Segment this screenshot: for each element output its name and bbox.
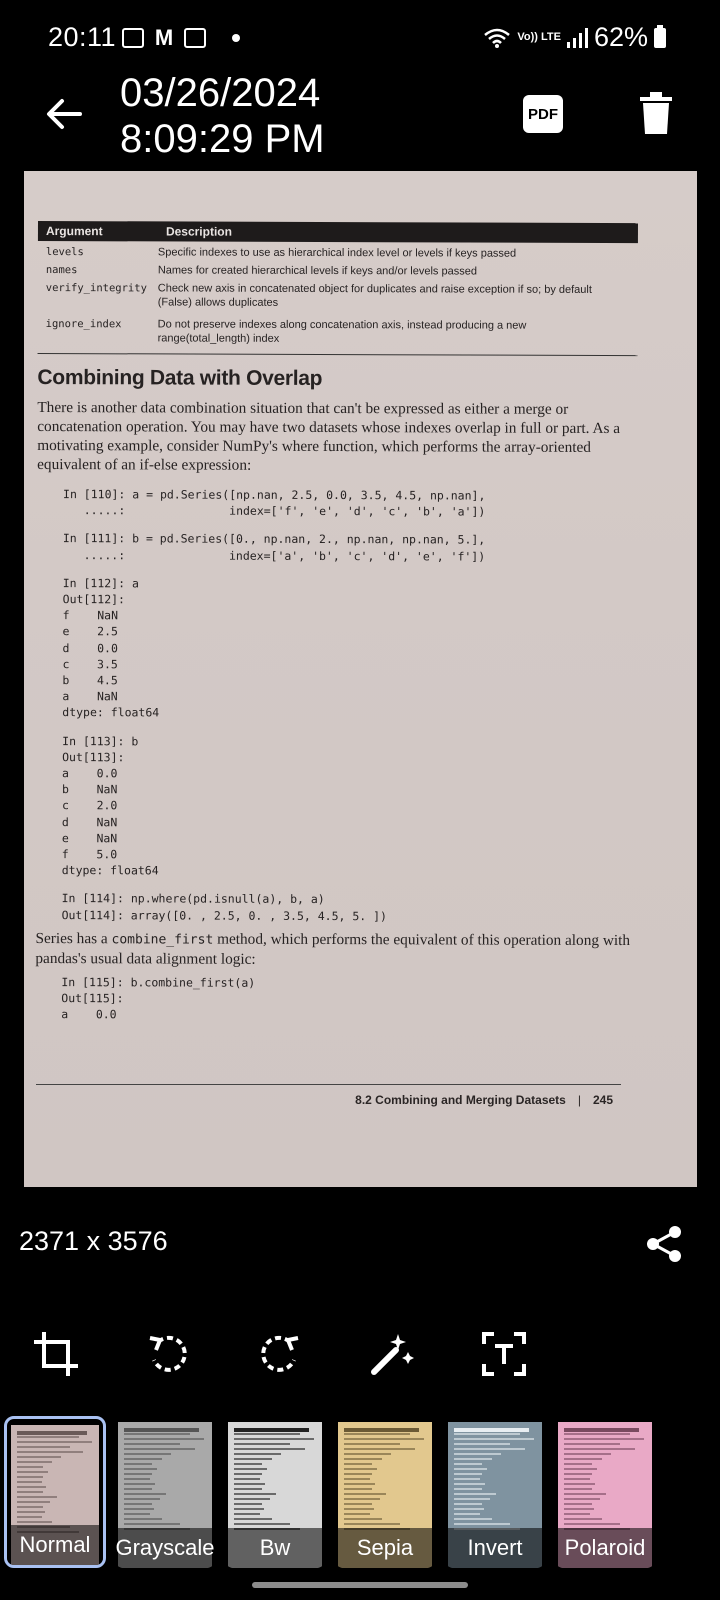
table-row xyxy=(38,317,638,347)
paragraph: There is another data combination situation that can't be expressed as either a merge or concatenation operation. You may have two datasets whose indexes overlap in full or part. As a motivating example, consider NumPy's where function, which performs the array-oriented equivalent of an if-else expression: xyxy=(37,398,621,474)
thumbnail-text-line xyxy=(344,1428,419,1432)
code-block: In [110]: a = pd.Series([np.nan, 2.5, 0.0, 3.5, 4.5, np.nan], .....: index=['f', 'e', 'd', 'c', 'b', 'a']) xyxy=(62,487,486,519)
table-cell-argument: names xyxy=(45,264,78,277)
filter-label: Normal xyxy=(7,1525,103,1565)
back-arrow-icon[interactable] xyxy=(40,90,88,138)
thumbnail-text-line xyxy=(17,1471,48,1473)
gesture-nav-bar[interactable] xyxy=(252,1582,468,1588)
thumbnail-text-line xyxy=(17,1521,52,1523)
thumbnail-text-line xyxy=(344,1478,370,1480)
thumbnail-text-line xyxy=(564,1508,594,1510)
thumbnail-text-line xyxy=(564,1518,602,1520)
filter-label: Bw xyxy=(224,1528,326,1568)
thumbnail-text-line xyxy=(344,1488,372,1490)
footer-divider xyxy=(36,1084,621,1085)
thumbnail-text-line xyxy=(124,1508,154,1510)
gallery-icon xyxy=(122,28,144,48)
thumbnail-text-line xyxy=(564,1523,620,1525)
thumbnail-text-line xyxy=(454,1438,534,1440)
thumbnail-text-line xyxy=(234,1488,262,1490)
thumbnail-text-line xyxy=(564,1493,606,1495)
thumbnail-text-line xyxy=(17,1431,87,1435)
thumbnail-text-line xyxy=(564,1483,595,1485)
thumbnail-text-line xyxy=(234,1443,290,1445)
thumbnail-text-line xyxy=(124,1438,204,1440)
thumbnail-text-line xyxy=(564,1433,630,1435)
notification-icons xyxy=(122,25,240,50)
filter-sepia[interactable] xyxy=(334,1416,436,1568)
thumbnail-text-line xyxy=(124,1428,199,1432)
table-header xyxy=(38,221,638,243)
code-block: In [113]: b Out[113]: a 0.0 b NaN c 2.0 d NaN e NaN f 5.0 dtype: float64 xyxy=(61,733,159,878)
thumbnail-text-line xyxy=(454,1443,510,1445)
thumbnail-text-line xyxy=(17,1516,42,1518)
text-extract-icon[interactable] xyxy=(480,1330,528,1378)
filter-label: Grayscale xyxy=(114,1528,216,1568)
thumbnail-text-line xyxy=(344,1468,377,1470)
thumbnail-text-line xyxy=(344,1443,400,1445)
code-block: In [112]: a Out[112]: f NaN e 2.5 d 0.0 c 3.5 b 4.5 a NaN dtype: float64 xyxy=(62,575,160,720)
calendar-icon xyxy=(184,28,206,48)
thumbnail-text-line xyxy=(344,1498,380,1500)
table-cell-argument: ignore_index xyxy=(45,318,122,331)
scan-date: 03/26/2024 xyxy=(120,71,321,115)
filter-polaroid[interactable] xyxy=(554,1416,656,1568)
thumbnail-text-line xyxy=(564,1448,635,1450)
rotate-right-icon[interactable] xyxy=(256,1330,304,1378)
filter-grayscale[interactable] xyxy=(114,1416,216,1568)
thumbnail-text-line xyxy=(564,1513,590,1515)
thumbnail-text-line xyxy=(454,1498,490,1500)
thumbnail-text-line xyxy=(564,1463,592,1465)
page-number: 245 xyxy=(592,1093,613,1107)
delete-trash-icon[interactable] xyxy=(638,92,674,136)
thumbnail-text-line xyxy=(124,1493,166,1495)
paragraph-text: method, which performs the equivalent of this operation along with pandas's usual data alignment logic: xyxy=(35,930,631,968)
scan-datetime xyxy=(120,70,325,162)
filter-invert[interactable] xyxy=(444,1416,546,1568)
thumbnail-text-line xyxy=(564,1478,590,1480)
thumbnail-text-line xyxy=(344,1458,382,1460)
thumbnail-text-line xyxy=(234,1438,314,1440)
table-cell-description: Check new axis in concatenated object for duplicates and raise exception if so; by default (False) allows duplicates xyxy=(157,282,592,309)
thumbnail-text-line xyxy=(454,1488,482,1490)
thumbnail-text-line xyxy=(454,1453,501,1455)
paragraph-text: Series has a xyxy=(35,929,112,948)
thumbnail-text-line xyxy=(124,1498,160,1500)
thumbnail-text-line xyxy=(564,1458,602,1460)
thumbnail-text-line xyxy=(344,1473,372,1475)
filter-label: Polaroid xyxy=(554,1528,656,1568)
table-cell-description: Do not preserve indexes along concatenation axis, instead producing a new range(total_length) index xyxy=(157,318,527,345)
table-cell-description: Specific indexes to use as hierarchical index level or levels if keys passed xyxy=(157,246,517,260)
thumbnail-text-line xyxy=(564,1468,597,1470)
wifi-icon xyxy=(483,27,511,49)
thumbnail-text-line xyxy=(17,1496,57,1498)
thumbnail-text-line xyxy=(344,1523,400,1525)
thumbnail-text-line xyxy=(454,1433,520,1435)
thumbnail-text-line xyxy=(454,1508,484,1510)
thumbnail-text-line xyxy=(564,1443,620,1445)
page-footer xyxy=(355,1093,613,1107)
thumbnail-text-line xyxy=(454,1468,487,1470)
thumbnail-text-line xyxy=(344,1503,372,1505)
thumbnail-text-line xyxy=(234,1498,270,1500)
thumbnail-text-line xyxy=(124,1458,162,1460)
thumbnail-text-line xyxy=(234,1463,262,1465)
thumbnail-text-line xyxy=(17,1506,43,1508)
thumbnail-text-line xyxy=(124,1433,190,1435)
thumbnail-text-line xyxy=(454,1463,482,1465)
filter-bw[interactable] xyxy=(224,1416,326,1568)
thumbnail-text-line xyxy=(234,1458,272,1460)
thumbnail-text-line xyxy=(564,1438,644,1440)
thumbnail-text-line xyxy=(344,1483,375,1485)
thumbnail-text-line xyxy=(234,1503,262,1505)
thumbnail-text-line xyxy=(234,1453,281,1455)
table-row xyxy=(38,263,638,279)
thumbnail-text-line xyxy=(234,1478,260,1480)
thumbnail-text-line xyxy=(454,1428,529,1432)
thumbnail-text-line xyxy=(124,1468,157,1470)
thumbnail-text-line xyxy=(454,1523,510,1525)
thumbnail-text-line xyxy=(454,1448,525,1450)
scan-time: 8:09:29 PM xyxy=(120,117,325,161)
thumbnail-text-line xyxy=(234,1433,300,1435)
thumbnail-text-line xyxy=(234,1468,267,1470)
thumbnail-text-line xyxy=(124,1448,195,1450)
table-row xyxy=(38,245,638,261)
thumbnail-text-line xyxy=(17,1446,70,1448)
thumbnail-text-line xyxy=(564,1428,639,1432)
thumbnail-text-line xyxy=(234,1508,264,1510)
thumbnail-text-line xyxy=(124,1443,180,1445)
thumbnail-text-line xyxy=(17,1436,79,1438)
thumbnail-text-line xyxy=(234,1428,309,1432)
thumbnail-text-line xyxy=(344,1463,372,1465)
gmail-icon: M xyxy=(154,25,174,50)
thumbnail-text-line xyxy=(17,1501,50,1503)
thumbnail-text-line xyxy=(234,1523,290,1525)
volte-indicator: Vo)) LTE xyxy=(517,31,561,43)
battery-percent: 62% xyxy=(593,22,648,52)
thumbnail-text-line xyxy=(234,1483,265,1485)
system-icons xyxy=(483,22,666,53)
thumbnail-text-line xyxy=(454,1493,496,1495)
thumbnail-text-line xyxy=(124,1513,150,1515)
thumbnail-text-line xyxy=(564,1488,592,1490)
thumbnail-text-line xyxy=(17,1456,61,1458)
thumbnail-text-line xyxy=(344,1493,386,1495)
thumbnail-text-line xyxy=(124,1483,155,1485)
table-cell-argument: levels xyxy=(45,246,84,259)
table-cell-argument: verify_integrity xyxy=(45,282,147,295)
thumbnail-text-line xyxy=(17,1441,92,1443)
scanned-document-image[interactable] xyxy=(24,171,697,1187)
filter-strip xyxy=(4,1416,716,1570)
thumbnail-text-line xyxy=(124,1473,152,1475)
crop-icon[interactable] xyxy=(32,1330,80,1378)
thumbnail-text-line xyxy=(234,1473,262,1475)
thumbnail-text-line xyxy=(454,1513,480,1515)
thumbnail-text-line xyxy=(124,1453,171,1455)
share-icon[interactable] xyxy=(644,1224,684,1264)
thumbnail-text-line xyxy=(17,1466,43,1468)
thumbnail-text-line xyxy=(17,1481,42,1483)
thumbnail-text-line xyxy=(454,1483,485,1485)
section-title: Combining Data with Overlap xyxy=(37,365,323,390)
thumbnail-text-line xyxy=(454,1503,482,1505)
battery-icon xyxy=(654,28,666,48)
table-header-argument: Argument xyxy=(45,224,103,239)
thumbnail-text-line xyxy=(17,1511,45,1513)
thumbnail-text-line xyxy=(344,1453,391,1455)
thumbnail-text-line xyxy=(344,1433,410,1435)
rotate-left-icon[interactable] xyxy=(144,1330,192,1378)
footer-section: 8.2 Combining and Merging Datasets xyxy=(355,1093,566,1107)
thumbnail-text-line xyxy=(454,1473,482,1475)
code-block: In [111]: b = pd.Series([0., np.nan, 2., np.nan, np.nan, 5.], .....: index=['a', 'b', 'c', 'd', 'e', 'f']) xyxy=(62,531,486,564)
signal-icon xyxy=(567,28,588,48)
code-block: In [114]: np.where(pd.isnull(a), b, a) Out[114]: array([0. , 2.5, 0. , 3.5, 4.5, 5. ]) xyxy=(61,891,388,923)
thumbnail-text-line xyxy=(234,1448,305,1450)
thumbnail-text-line xyxy=(344,1518,382,1520)
thumbnail-text-line xyxy=(344,1508,374,1510)
table-header-description: Description xyxy=(165,224,233,239)
thumbnail-text-line xyxy=(454,1458,492,1460)
thumbnail-text-line xyxy=(564,1473,592,1475)
thumbnail-text-line xyxy=(124,1488,152,1490)
filter-label: Invert xyxy=(444,1528,546,1568)
thumbnail-text-line xyxy=(17,1461,52,1463)
thumbnail-text-line xyxy=(17,1451,83,1453)
more-notifications-icon xyxy=(232,34,240,42)
footer-separator: | xyxy=(577,1093,581,1107)
magic-wand-icon[interactable] xyxy=(368,1330,416,1378)
table-cell-description: Names for created hierarchical levels if keys and/or levels passed xyxy=(157,264,478,278)
thumbnail-text-line xyxy=(124,1523,180,1525)
thumbnail-text-line xyxy=(344,1448,415,1450)
thumbnail-text-line xyxy=(124,1518,162,1520)
thumbnail-text-line xyxy=(564,1503,592,1505)
code-block: In [115]: b.combine_first(a) Out[115]: a 0.0 xyxy=(61,974,256,1022)
filter-label: Sepia xyxy=(334,1528,436,1568)
thumbnail-text-line xyxy=(344,1513,370,1515)
thumbnail-text-line xyxy=(124,1463,152,1465)
thumbnail-text-line xyxy=(234,1518,272,1520)
thumbnail-text-line xyxy=(564,1453,611,1455)
filter-normal[interactable] xyxy=(4,1416,106,1568)
image-dimensions: 2371 x 3576 xyxy=(19,1226,168,1256)
document-page xyxy=(35,221,638,1025)
status-time: 20:11 xyxy=(48,22,117,52)
thumbnail-text-line xyxy=(454,1518,492,1520)
paragraph xyxy=(35,929,635,970)
table-row xyxy=(38,281,638,311)
edit-toolbar xyxy=(0,1330,720,1380)
thumbnail-text-line xyxy=(124,1478,150,1480)
thumbnail-text-line xyxy=(17,1476,43,1478)
thumbnail-text-line xyxy=(234,1513,260,1515)
thumbnail-text-line xyxy=(344,1438,424,1440)
pdf-icon: PDF xyxy=(528,105,558,123)
thumbnail-text-line xyxy=(17,1491,43,1493)
thumbnail-text-line xyxy=(454,1478,480,1480)
thumbnail-text-line xyxy=(17,1486,46,1488)
inline-code: combine_first xyxy=(111,932,214,948)
thumbnail-text-line xyxy=(564,1498,600,1500)
table-divider xyxy=(38,353,638,356)
thumbnail-text-line xyxy=(234,1493,276,1495)
thumbnail-text-line xyxy=(124,1503,152,1505)
export-pdf-button[interactable] xyxy=(523,95,563,133)
status-bar xyxy=(0,0,720,80)
